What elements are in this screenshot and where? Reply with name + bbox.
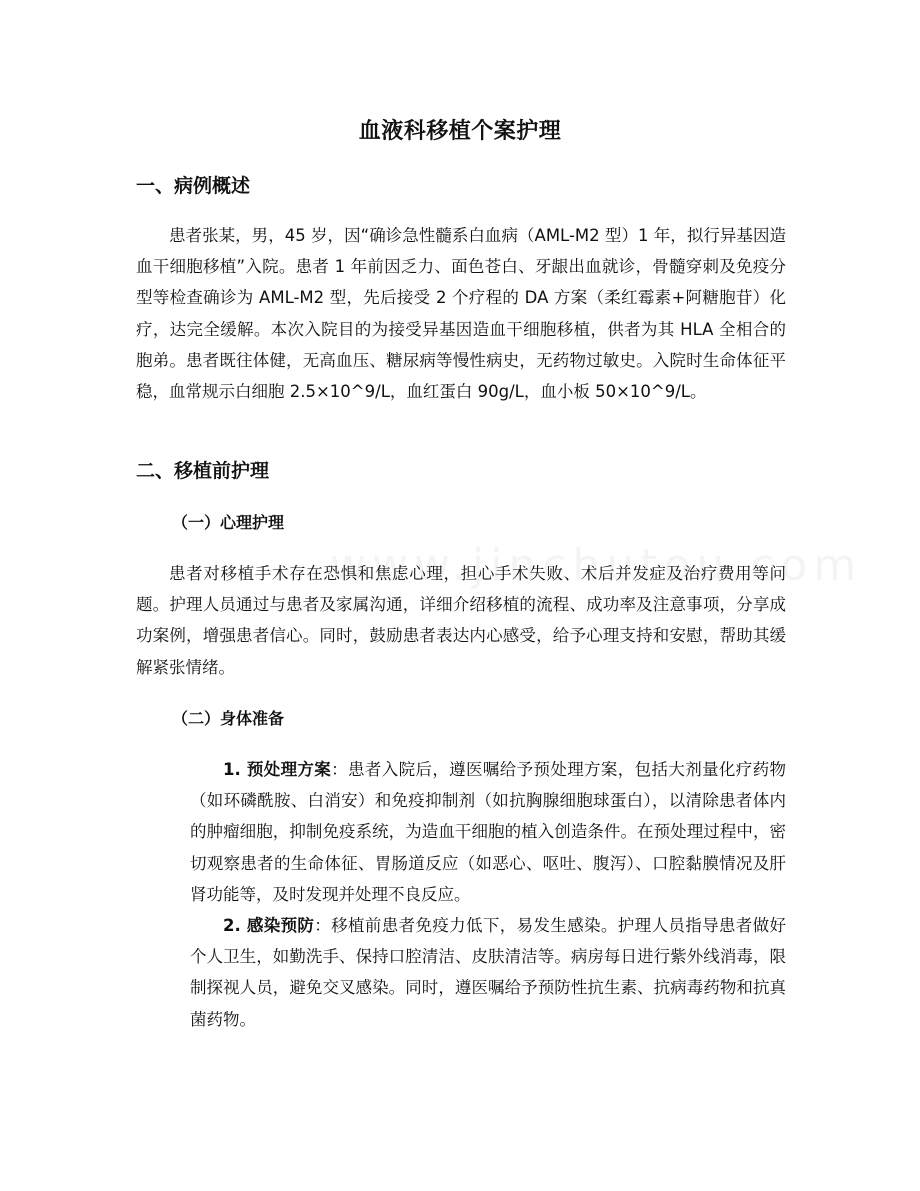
section-heading-case-overview: 一、病例概述 — [136, 175, 251, 197]
psychological-care-paragraph: 患者对移植手术存在恐惧和焦虑心理，担心手术失败、术后并发症及治疗费用等问题。护理人员通过与患者及家属沟通，详细介绍移植的流程、成功率及注意事项，分享成功案例，增强患者信心。同时，鼓励患者表达内心感受，给予心理支持和安慰，帮助其缓解紧张情绪。 — [136, 564, 786, 677]
case-overview-paragraph: 患者张某，男，45 岁，因“确诊急性髓系白血病（AML-M2 型）1 年，拟行异基因造血干细胞移植”入院。患者 1 年前因乏力、面色苍白、牙龈出血就诊，骨髓穿刺及免疫分型等检查确诊为 AML-M2 型，先后接受 2 个疗程的 DA 方案（柔红霉素+阿糖胞苷）化疗，达完全缓解。本次入院目的为接受异基因造血干细胞移植，供者为其 HLA 全相合的胞弟。患者既往体健，无高血压、糖尿病等慢性病史，无药物过敏史。入院时生命体征平稳，血常规示白细胞 2.5×10^9/L，血红蛋白 90g/L，血小板 50×10^9/L。 — [136, 226, 786, 402]
subsection-heading-physical-preparation: （二）身体准备 — [172, 709, 285, 728]
item-label-infection-prevention: 2. 感染预防 — [223, 916, 315, 935]
section-heading-pre-transplant-care: 二、移植前护理 — [136, 460, 270, 482]
item-text-infection-prevention: ：移植前患者免疫力低下，易发生感染。护理人员指导患者做好个人卫生，如勤洗手、保持口腔清洁、皮肤清洁等。病房每日进行紫外线消毒，限制探视人员，避免交叉感染。同时，遵医嘱给予预防性抗生素、抗病毒药物和抗真菌药物。 — [190, 916, 786, 1029]
item-label-conditioning-regimen: 1. 预处理方案 — [223, 760, 332, 779]
item-text-conditioning-regimen: ：患者入院后，遵医嘱给予预处理方案，包括大剂量化疗药物（如环磷酰胺、白消安）和免疫抑制剂（如抗胸腺细胞球蛋白），以清除患者体内的肿瘤细胞，抑制免疫系统，为造血干细胞的植入创造条件。在预处理过程中，密切观察患者的生命体征、胃肠道反应（如恶心、呕吐、腹泻）、口腔黏膜情况及肝肾功能等，及时发现并处理不良反应。 — [190, 760, 786, 904]
list-item-infection-prevention — [190, 910, 786, 1035]
list-item-conditioning-regimen — [190, 754, 786, 910]
document-title: 血液科移植个案护理 — [358, 119, 562, 144]
subsection-heading-psychological-care: （一）心理护理 — [172, 513, 285, 532]
